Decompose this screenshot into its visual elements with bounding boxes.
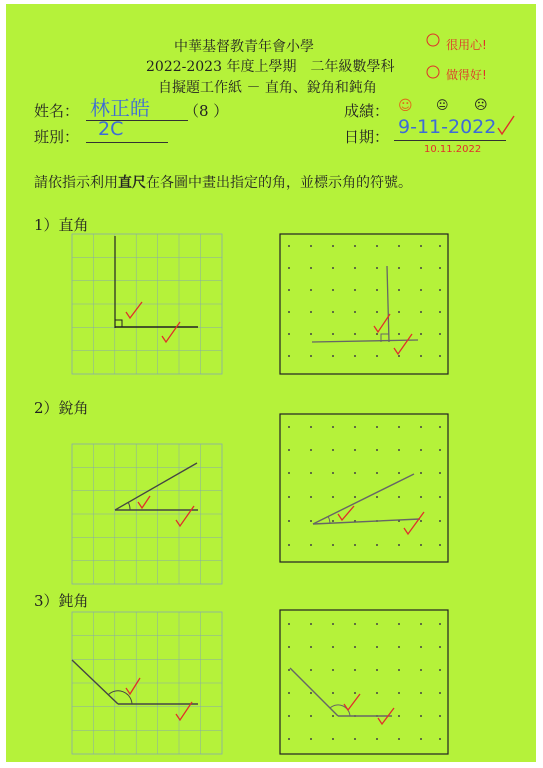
class-label: 班別： — [34, 128, 80, 146]
name-label: 姓名： — [34, 102, 80, 120]
smile-face-icon: ☺ — [398, 98, 413, 114]
term-line: 2022-2023 年度上學期 二年級數學科 — [146, 59, 395, 75]
date-label: 日期： — [344, 128, 390, 146]
section-label-acute-angle: 2）銳角 — [34, 399, 89, 417]
section-label-right-angle: 1）直角 — [34, 216, 89, 234]
class-number: （8 ） — [184, 102, 229, 120]
dot-grid-obtuse-angle — [280, 610, 448, 754]
obtuse-angle-drawing-dots — [290, 668, 392, 716]
section-label-obtuse-angle: 3）鈍角 — [34, 592, 89, 610]
square-grid-right-angle — [72, 234, 222, 374]
teacher-tick-marks — [138, 496, 194, 526]
teacher-date-tick — [498, 116, 514, 134]
date-value: 9-11-2022 — [398, 116, 497, 138]
school-name: 中華基督教青年會小學 — [174, 39, 314, 55]
right-angle-drawing-dots — [312, 266, 418, 342]
name-value: 林正皓 — [90, 96, 150, 120]
square-grid-acute-angle — [72, 444, 222, 584]
teacher-tick-marks — [374, 314, 412, 354]
sad-face-icon: ☹ — [474, 98, 488, 113]
teacher-check-date: 10.11.2022 — [424, 144, 482, 155]
teacher-tick-marks — [344, 694, 394, 724]
neutral-face-icon: 😐 — [436, 98, 449, 112]
score-label: 成績： — [344, 102, 390, 120]
praise-note-top: 很用心! — [446, 38, 487, 52]
teacher-tick-marks — [126, 678, 192, 720]
acute-angle-drawing-dots — [313, 474, 420, 524]
instruction-emphasis: 直尺 — [118, 175, 146, 191]
square-grid-obtuse-angle — [72, 612, 222, 754]
worksheet-title: 自擬題工作紙 － 直角、銳角和鈍角 — [158, 80, 377, 96]
praise-note-bottom: 做得好! — [446, 68, 487, 82]
teacher-tick-marks — [126, 302, 180, 342]
acute-angle-drawing — [115, 463, 198, 510]
instruction-text: 請依指示利用直尺在各圖中畫出指定的角，並標示角的符號。 — [34, 175, 412, 191]
dot-grid-right-angle — [280, 234, 448, 374]
praise-doodle-icon — [427, 34, 439, 78]
class-value: 2C — [98, 118, 124, 140]
dot-grid-acute-angle — [280, 414, 448, 562]
